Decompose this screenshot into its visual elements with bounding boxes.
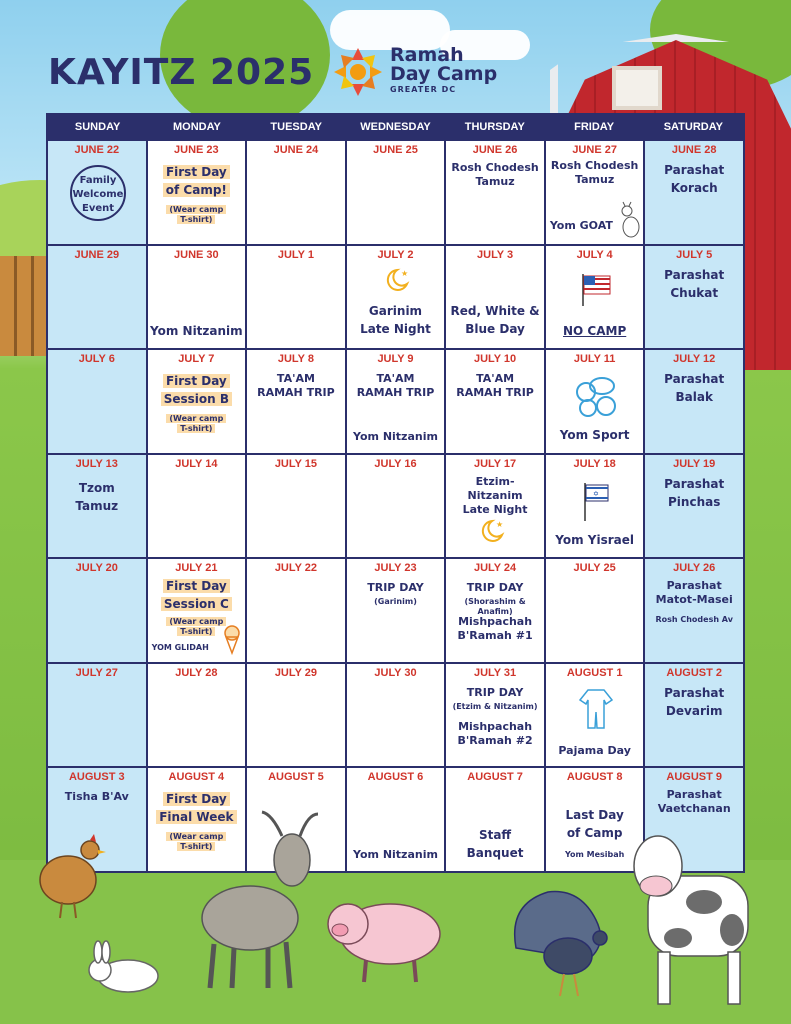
american-flag-icon — [580, 272, 612, 306]
event-line: Rosh Chodesh — [550, 159, 639, 172]
day-cell — [247, 664, 345, 767]
event-note-line: T-shirt) — [177, 842, 215, 851]
event-note: (Shorashim & Anafim) — [464, 597, 526, 617]
date-label: JULY 10 — [473, 353, 517, 366]
event-title: Yom Yisrael — [555, 532, 634, 547]
event-line: Balak — [675, 390, 713, 405]
event-title: TRIP DAY — [367, 581, 424, 595]
date-label: AUGUST 9 — [666, 771, 723, 784]
event-line: Parashat — [664, 685, 725, 700]
day-cell — [446, 141, 544, 244]
date-label: JULY 15 — [274, 457, 318, 470]
event-title — [448, 372, 542, 400]
event-note: Rosh Chodesh Av — [655, 615, 733, 625]
israel-flag-icon — [582, 481, 610, 521]
event-title: Yom GOAT — [549, 219, 613, 232]
sports-balls-icon — [572, 374, 620, 418]
date-label: JULY 1 — [277, 248, 314, 261]
day-cell — [247, 350, 345, 453]
event-line: Parashat — [664, 372, 725, 387]
event-line: of Camp — [566, 826, 623, 841]
event-title — [349, 302, 443, 338]
event-note — [150, 205, 244, 225]
date-label: JULY 28 — [175, 666, 218, 679]
pajama-icon — [578, 686, 614, 732]
event-title: Pajama Day — [558, 743, 631, 757]
event-note: Yom Mesibah — [564, 850, 625, 860]
day-cell — [48, 246, 146, 349]
event-line: Parashat — [666, 579, 722, 593]
event-line: First Day — [163, 792, 230, 806]
event-title — [448, 826, 542, 862]
event-title — [647, 370, 741, 406]
day-cell — [546, 141, 644, 244]
date-label: JULY 25 — [573, 562, 616, 575]
date-label: JULY 9 — [377, 353, 414, 366]
weekday-sunday: SUNDAY — [74, 121, 121, 133]
date-label: JULY 5 — [676, 248, 713, 261]
event-line: Chukat — [670, 285, 719, 300]
date-label: JULY 8 — [277, 353, 314, 366]
event-line: First Day — [163, 165, 230, 179]
date-label: JULY 13 — [75, 457, 118, 470]
logo-text-greater-dc: GREATER DC — [390, 85, 457, 94]
event-line: Tamuz — [475, 175, 515, 188]
date-label: JULY 17 — [473, 457, 517, 470]
day-cell — [48, 455, 146, 558]
date-label: AUGUST 7 — [467, 771, 523, 784]
event-line: RAMAH TRIP — [456, 386, 534, 400]
day-cell — [247, 246, 345, 349]
event-note-line: (Wear camp — [166, 205, 226, 214]
event-note-line: (Wear camp — [166, 617, 226, 626]
day-cell — [48, 141, 146, 244]
day-cell — [148, 350, 246, 453]
date-label: JULY 30 — [374, 666, 417, 679]
day-cell — [148, 141, 246, 244]
day-cell — [148, 246, 246, 349]
event-note: (Etzim & Nitzanim) — [452, 701, 538, 711]
event-title — [150, 372, 244, 408]
event-line: Matot-Masei — [655, 593, 733, 607]
ramah-logo-icon — [332, 46, 384, 98]
date-label: AUGUST 1 — [566, 666, 623, 679]
day-cell — [148, 455, 246, 558]
date-label: JUNE 29 — [74, 248, 120, 261]
day-cell — [48, 664, 146, 767]
cow-illustration — [628, 826, 768, 1012]
date-label: JULY 2 — [377, 248, 414, 261]
event-title — [647, 788, 741, 816]
event-title — [647, 579, 741, 607]
event-title: Yom Nitzanim — [353, 848, 438, 862]
ramah-logo — [332, 44, 502, 100]
calendar — [46, 113, 745, 873]
day-cell — [645, 559, 743, 662]
day-cell — [446, 559, 544, 662]
date-label: JULY 21 — [175, 562, 218, 575]
event-title: Yom Nitzanim — [150, 323, 243, 338]
day-cell — [247, 455, 345, 558]
date-label: AUGUST 8 — [566, 771, 623, 784]
day-cell — [546, 350, 644, 453]
moon-stars-icon — [480, 519, 506, 543]
date-label: JULY 29 — [274, 666, 318, 679]
event-title: TRIP DAY — [466, 581, 524, 595]
rabbit-illustration — [82, 940, 166, 996]
event-line: Blue Day — [465, 321, 525, 336]
event-title: Yom Sport — [559, 428, 630, 443]
date-label: JULY 31 — [473, 666, 517, 679]
event-title: TRIP DAY — [466, 685, 524, 699]
barn-window — [612, 66, 662, 110]
event-title — [647, 161, 741, 197]
date-label: JULY 14 — [175, 457, 218, 470]
date-label: JUNE 30 — [174, 248, 219, 261]
day-cell — [446, 246, 544, 349]
day-cell — [446, 768, 544, 871]
date-label: AUGUST 4 — [168, 771, 225, 784]
date-label: AUGUST 3 — [68, 771, 125, 784]
date-label: AUGUST 5 — [268, 771, 324, 784]
date-label: JULY 20 — [75, 562, 118, 575]
weekday-header — [48, 115, 743, 139]
event-title — [448, 720, 542, 748]
event-title — [150, 163, 244, 199]
day-cell — [546, 455, 644, 558]
day-cell — [48, 350, 146, 453]
date-label: JULY 11 — [573, 353, 616, 366]
day-cell — [546, 246, 644, 349]
family-welcome-event: Family Welcome Event — [70, 165, 126, 221]
date-label: AUGUST 6 — [367, 771, 424, 784]
event-note — [150, 414, 244, 434]
event-line: Staff — [478, 828, 512, 843]
pig-illustration — [318, 886, 446, 986]
weekday-tuesday: TUESDAY — [270, 121, 322, 133]
date-label: JULY 23 — [374, 562, 417, 575]
turkey-illustration — [508, 884, 612, 1000]
event-line: Vaetchanan — [657, 802, 731, 816]
event-title — [647, 475, 741, 511]
event-line: TA'AM — [476, 372, 515, 386]
event-line: Late Night — [360, 321, 431, 336]
day-cell — [446, 455, 544, 558]
day-cell — [446, 664, 544, 767]
event-line: Session B — [161, 392, 232, 406]
event-note-line: (Wear camp — [166, 832, 226, 841]
event-line: Devarim — [665, 703, 723, 718]
yom-glidah-label: YOM GLIDAH — [151, 643, 209, 653]
event-line: First Day — [163, 374, 230, 388]
day-cell — [347, 559, 445, 662]
date-label: JUNE 24 — [273, 144, 319, 156]
calendar-grid — [48, 139, 743, 871]
moon-stars-icon — [385, 268, 411, 292]
event-line: Banquet — [466, 846, 524, 861]
event-line: RAMAH TRIP — [257, 386, 335, 400]
day-cell — [546, 559, 644, 662]
event-line: B'Ramah #2 — [457, 733, 533, 747]
date-label: JULY 7 — [178, 353, 215, 366]
date-label: JUNE 23 — [174, 144, 219, 156]
weekday-wednesday: WEDNESDAY — [360, 121, 431, 133]
event-line: Parashat — [666, 788, 722, 802]
date-label: JULY 16 — [374, 457, 417, 470]
event-line: Korach — [670, 181, 718, 195]
event-line: of Camp! — [163, 183, 230, 197]
day-cell — [347, 664, 445, 767]
event-line: First Day — [163, 579, 230, 593]
day-cell — [645, 664, 743, 767]
logo-text-day-camp: Day Camp — [390, 63, 498, 85]
event-line: Last Day — [565, 808, 624, 823]
event-line: Tzom — [78, 480, 115, 495]
no-camp-label: NO CAMP — [563, 323, 627, 338]
day-cell — [446, 350, 544, 453]
ice-cream-icon — [223, 625, 241, 655]
date-label: JUNE 27 — [572, 144, 617, 156]
goat-icon — [617, 201, 641, 241]
event-line: Etzim-Nitzanim — [467, 474, 523, 502]
event-line: Parashat — [664, 267, 725, 282]
page-title: KAYITZ 2025 — [48, 52, 315, 93]
date-label: AUGUST 2 — [666, 666, 723, 679]
date-label: JUNE 22 — [74, 144, 120, 156]
day-cell — [645, 246, 743, 349]
event-line: Mishpachah — [458, 719, 533, 733]
day-cell — [347, 768, 445, 871]
event-note-line: T-shirt) — [177, 627, 215, 636]
date-label: JULY 19 — [673, 457, 716, 470]
date-label: JULY 18 — [573, 457, 616, 470]
event-line: Parashat — [664, 476, 725, 491]
date-label: JUNE 26 — [472, 144, 518, 156]
day-cell — [546, 664, 644, 767]
date-label: JULY 24 — [473, 562, 517, 575]
date-label: JULY 22 — [274, 562, 318, 575]
svg-text:✡: ✡ — [592, 489, 599, 498]
day-cell — [347, 141, 445, 244]
event-line: Parashat — [664, 163, 725, 177]
logo-text-ramah: Ramah — [390, 44, 464, 66]
event-title — [647, 684, 741, 720]
event-line: Tamuz — [575, 173, 615, 186]
weekday-friday: FRIDAY — [574, 121, 615, 133]
event-line: Garinim — [368, 303, 423, 318]
date-label: JULY 12 — [673, 353, 716, 366]
event-note-line: T-shirt) — [177, 215, 215, 224]
event-title — [448, 475, 542, 517]
svg-text:★: ★ — [496, 519, 504, 529]
event-note: (Garinim) — [374, 597, 417, 607]
event-line: Tamuz — [75, 498, 119, 513]
background-fence — [0, 256, 48, 356]
day-cell — [347, 246, 445, 349]
event-line: Red, White & — [450, 303, 540, 318]
weekday-thursday: THURSDAY — [464, 121, 525, 133]
day-cell — [148, 664, 246, 767]
event-line: Final Week — [156, 810, 236, 824]
date-label: JULY 6 — [78, 353, 115, 366]
weekday-monday: MONDAY — [172, 121, 221, 133]
event-line: Pinchas — [668, 494, 721, 509]
day-cell — [247, 141, 345, 244]
event-line: Mishpachah — [458, 615, 533, 629]
svg-text:★: ★ — [400, 268, 408, 278]
event-title — [150, 577, 244, 613]
event-line: Rosh Chodesh — [451, 161, 539, 174]
day-cell — [247, 559, 345, 662]
day-cell — [645, 350, 743, 453]
day-cell — [645, 455, 743, 558]
date-label: JUNE 28 — [671, 144, 717, 156]
event-note-line: (Wear camp — [166, 414, 226, 423]
event-note-line: T-shirt) — [177, 424, 215, 433]
date-label: JUNE 25 — [373, 144, 418, 156]
event-title — [349, 372, 443, 400]
weekday-saturday: SATURDAY — [663, 121, 723, 133]
date-label: JULY 27 — [75, 666, 118, 679]
chicken-illustration — [32, 828, 108, 920]
event-title — [647, 266, 741, 302]
event-line: TA'AM — [276, 372, 315, 386]
event-line: Session C — [161, 597, 232, 611]
event-title — [548, 159, 642, 187]
day-cell — [645, 141, 743, 244]
event-title — [50, 479, 144, 515]
event-line: RAMAH TRIP — [356, 386, 435, 400]
event-title — [249, 372, 343, 400]
event-title: Yom Nitzanim — [353, 430, 438, 444]
event-title — [448, 615, 542, 643]
event-title: Tisha B'Av — [64, 790, 129, 804]
day-cell — [48, 559, 146, 662]
date-label: JULY 3 — [477, 248, 514, 261]
day-cell — [148, 559, 246, 662]
day-cell — [347, 455, 445, 558]
date-label: JULY 4 — [576, 248, 613, 261]
goat-illustration — [190, 808, 330, 992]
event-line: Late Night — [462, 502, 528, 516]
event-line: B'Ramah #1 — [457, 629, 533, 643]
date-label: JULY 26 — [673, 562, 716, 575]
event-title — [448, 302, 542, 338]
day-cell — [347, 350, 445, 453]
event-title — [448, 161, 542, 189]
event-line: TA'AM — [376, 372, 415, 386]
